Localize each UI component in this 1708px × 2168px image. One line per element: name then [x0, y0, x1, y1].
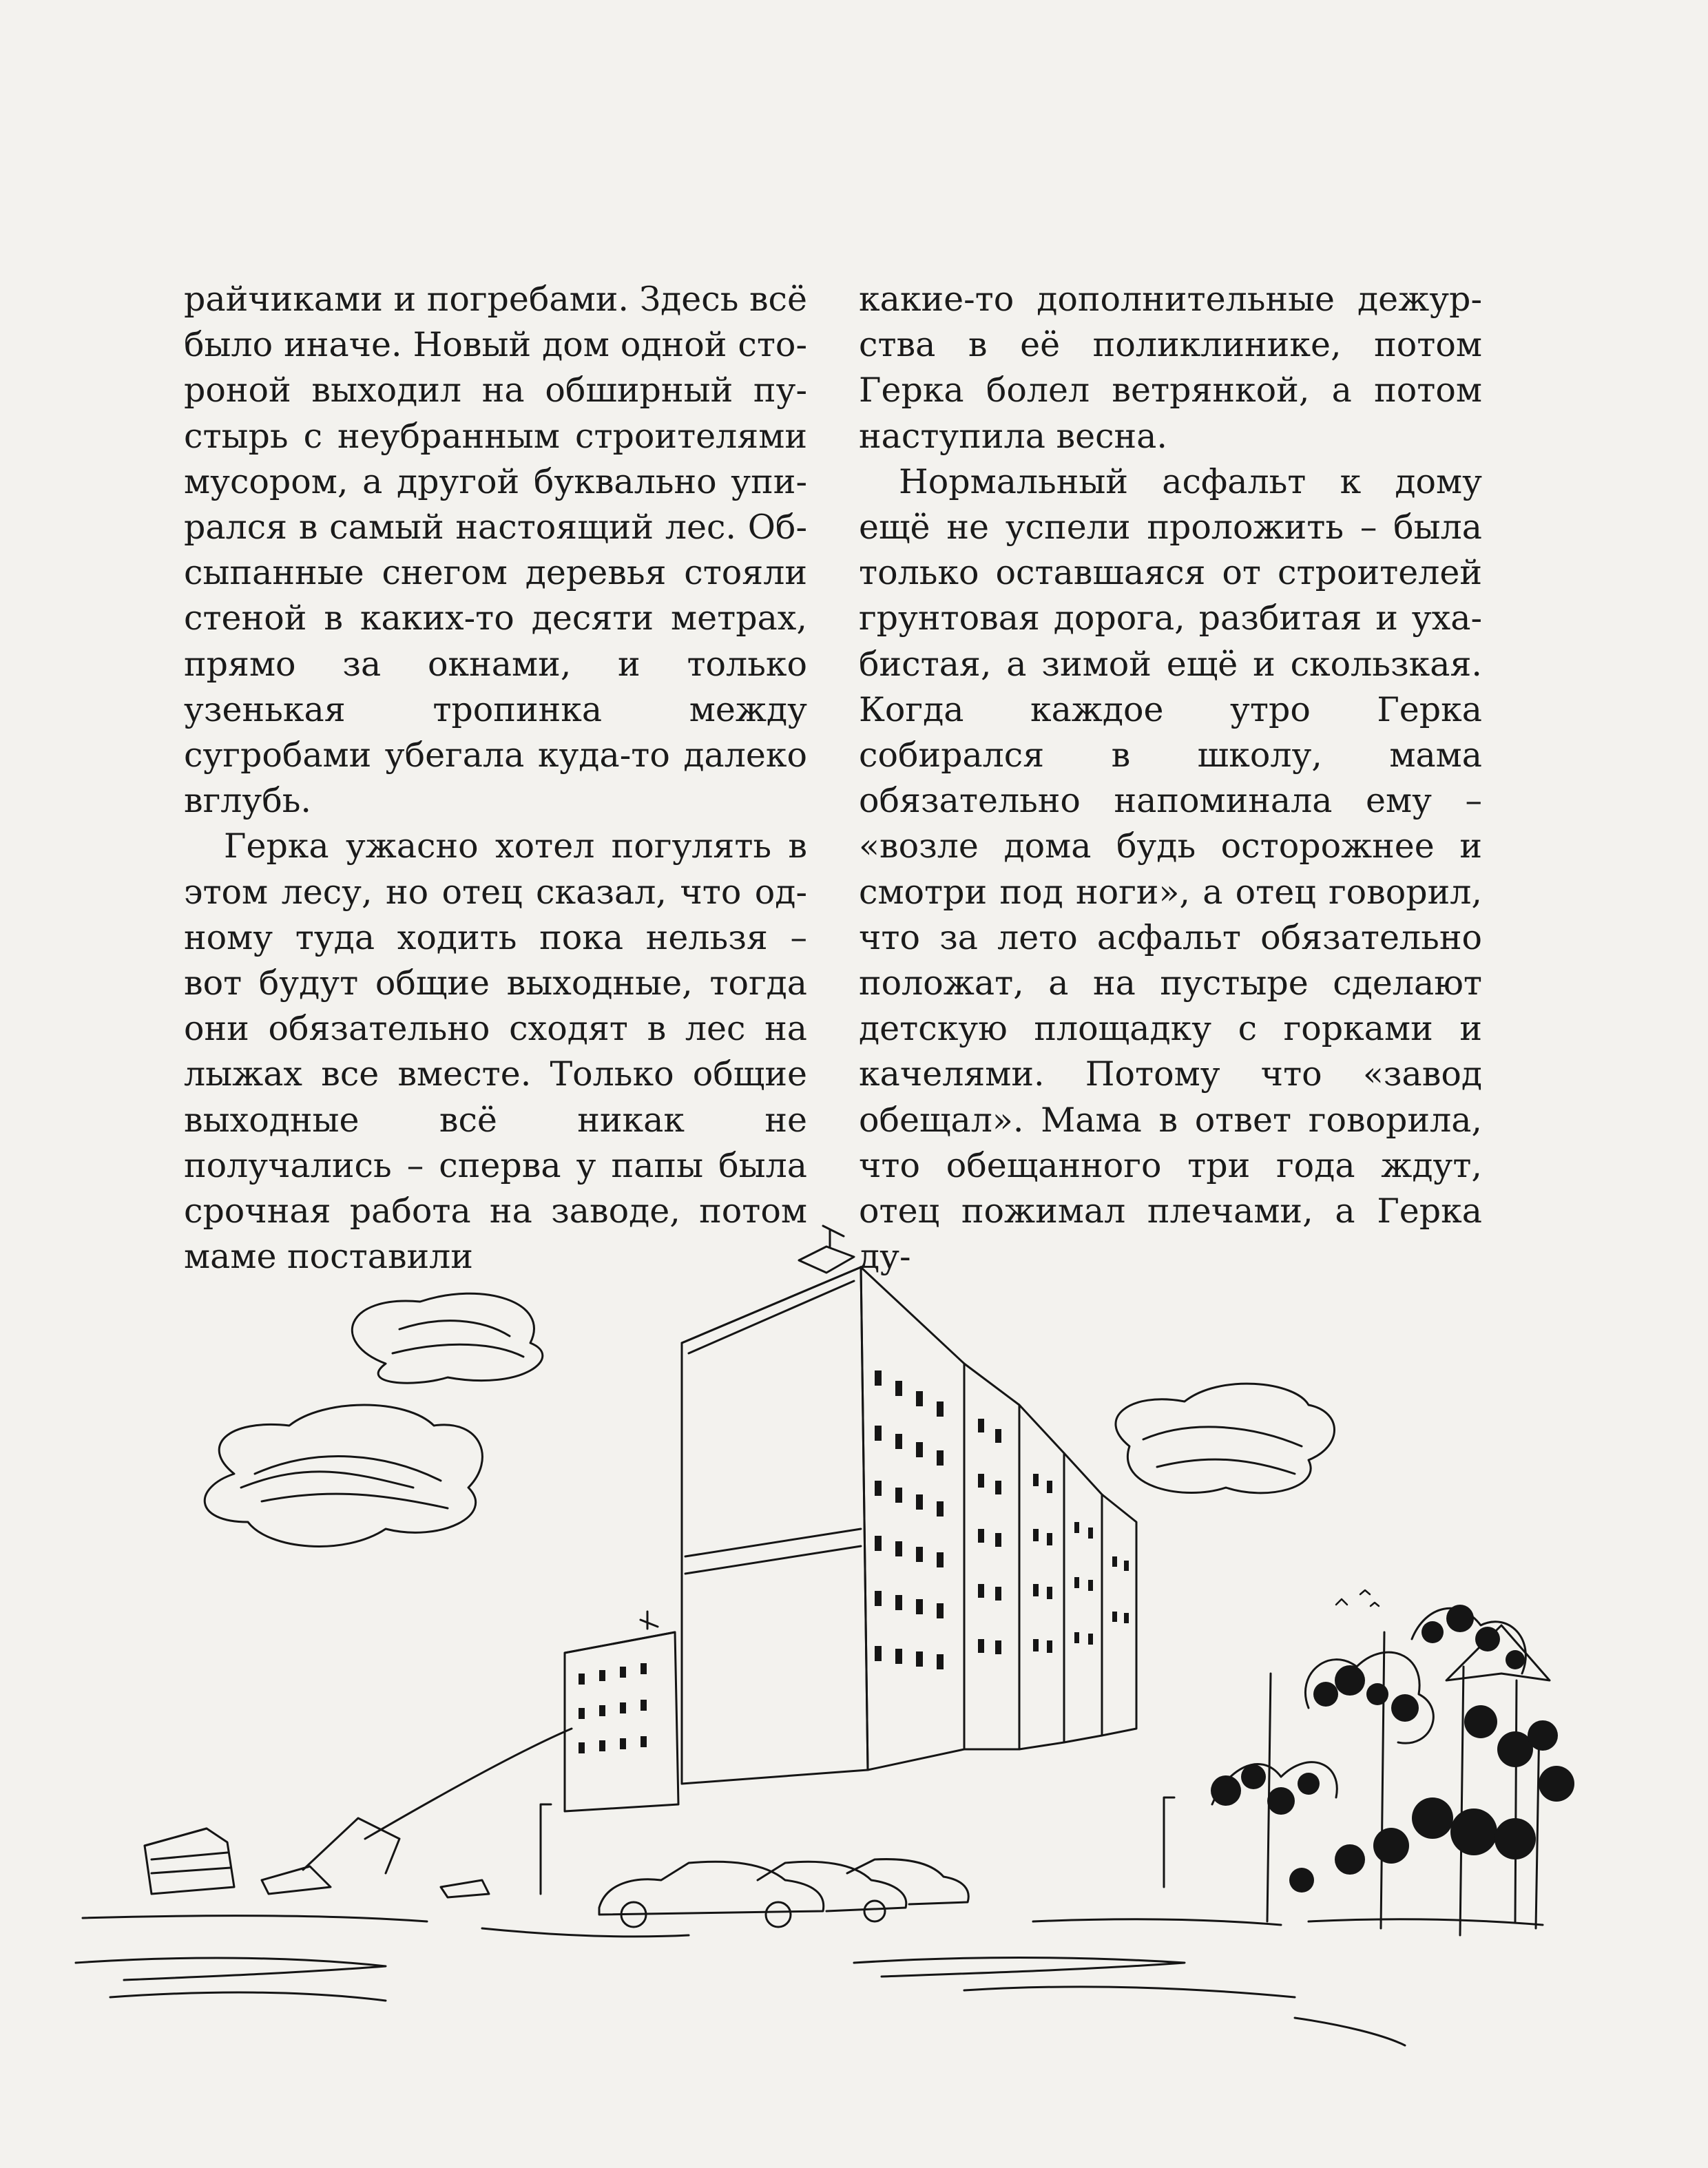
paragraph: Нормальный асфальт к дому ещё не успели проложить – была только оставшаяся от строителей грунтовая дорога, разбитая и ухабистая, а зимой ещё и скользкая. Когда каждое утро Герка собирался в школу, мама обязательно напоминала ему – «возле дома будь осторожнее и смотри под ноги», а отец говорил, что за лето асфальт обязательно положат, а на пустыре сделают детскую площадку с горками и качелями. Потому что «завод обещал». Мама в ответ говорила, что обещанного три года ждут, отец пожимал плечами, а Герка ду-	[859, 461, 1482, 1277]
apartment-tower	[682, 1226, 1136, 1784]
text-column-left	[184, 277, 807, 1280]
cloud-left	[352, 1293, 542, 1383]
tower-windows	[875, 1370, 1129, 1669]
cloud-left-large	[205, 1405, 482, 1546]
construction-site	[145, 1818, 489, 1897]
parked-cars	[599, 1859, 968, 1927]
paragraph: Герка ужасно хотел погулять в этом лесу, но отец сказал, что одному туда ходить пока нельзя – вот будут общие выходные, тогда они обязательно сходят в лес на лыжах все вместе. Только общие выходные всё никак не получались – сперва у папы была срочная работа на заводе, потом маме поставили	[184, 826, 807, 1277]
paragraph: какие-то дополнительные дежурства в её поликлинике, потом Герка болел ветрянкой, а потом наступила весна.	[859, 280, 1482, 456]
illustration-sketch	[0, 1198, 1708, 2168]
cloud-right	[1116, 1384, 1335, 1493]
text-column-right	[859, 277, 1482, 1280]
ground-sketch	[76, 1916, 1543, 2045]
small-building-windows	[579, 1663, 647, 1753]
paragraph: райчиками и погребами. Здесь всё было иначе. Новый дом одной стороной выходил на обширный пустырь с неубранным строителями мусором, а другой буквально упирался в самый настоящий лес. Обсыпанные снегом деревья стояли стеной в каких-то десяти метрах, прямо за окнами, и только узенькая тропинка между сугробами убегала куда-то далеко вглубь.	[184, 280, 807, 821]
birds	[1336, 1590, 1379, 1606]
